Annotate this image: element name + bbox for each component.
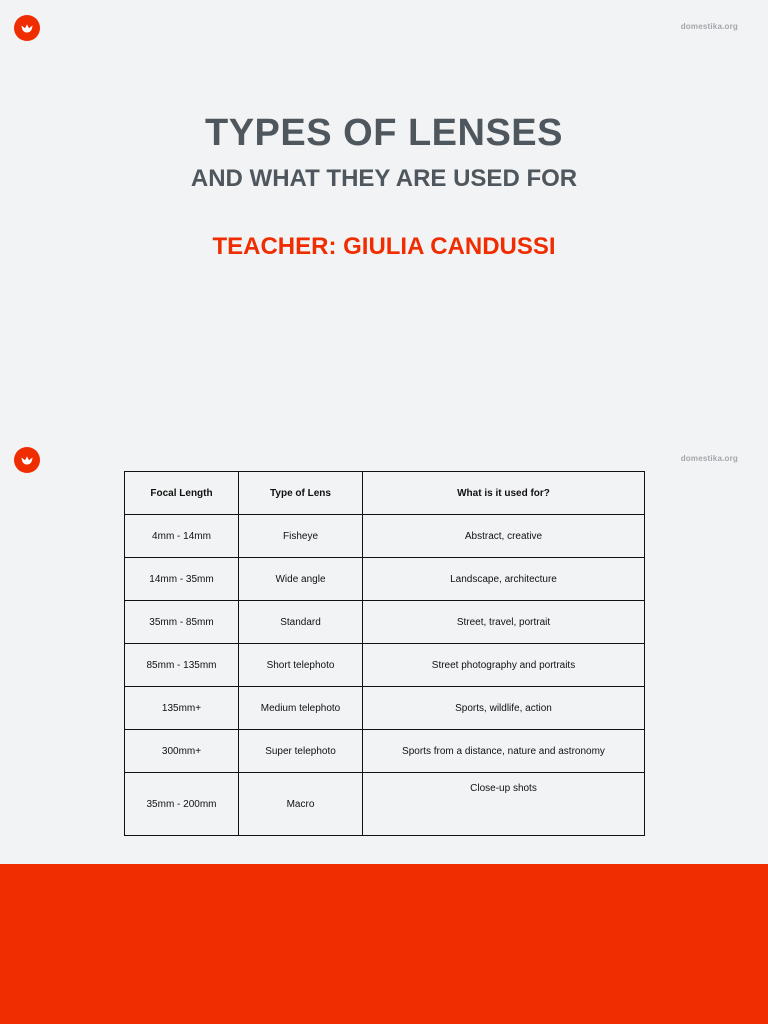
table-row	[125, 687, 645, 730]
lens-type-cell: Macro	[239, 773, 363, 836]
table-row	[125, 515, 645, 558]
domestika-logo-icon	[14, 15, 40, 41]
focal-length-cell: 135mm+	[125, 687, 239, 730]
usage-cell: Sports from a distance, nature and astronomy	[363, 730, 645, 773]
focal-length-cell: 35mm - 200mm	[125, 773, 239, 836]
usage-cell: Street photography and portraits	[363, 644, 645, 687]
lens-type-cell: Wide angle	[239, 558, 363, 601]
domestika-logo-icon	[14, 447, 40, 473]
focal-length-cell: 300mm+	[125, 730, 239, 773]
lens-type-cell: Medium telephoto	[239, 687, 363, 730]
table-row	[125, 730, 645, 773]
lens-table	[124, 471, 645, 836]
site-url[interactable]: domestika.org	[680, 22, 738, 31]
table-row	[125, 558, 645, 601]
usage-cell: Abstract, creative	[363, 515, 645, 558]
usage-cell: Street, travel, portrait	[363, 601, 645, 644]
focal-length-cell: 85mm - 135mm	[125, 644, 239, 687]
column-header-used-for: What is it used for?	[363, 472, 645, 515]
lens-type-cell: Short telephoto	[239, 644, 363, 687]
teacher-name: TEACHER: GIULIA CANDUSSI	[212, 233, 556, 260]
lens-type-cell: Standard	[239, 601, 363, 644]
site-url[interactable]: domestika.org	[680, 454, 738, 463]
page-title: TYPES OF LENSES	[204, 112, 564, 154]
table-row	[125, 773, 645, 836]
focal-length-cell: 4mm - 14mm	[125, 515, 239, 558]
footer-color-band	[0, 864, 768, 1024]
usage-cell: Landscape, architecture	[363, 558, 645, 601]
usage-cell: Sports, wildlife, action	[363, 687, 645, 730]
usage-cell: Close-up shots	[363, 773, 645, 836]
focal-length-cell: 35mm - 85mm	[125, 601, 239, 644]
page-subtitle: AND WHAT THEY ARE USED FOR	[190, 165, 578, 192]
lens-type-cell: Fisheye	[239, 515, 363, 558]
table-row	[125, 644, 645, 687]
column-header-type-of-lens: Type of Lens	[239, 472, 363, 515]
column-header-focal-length: Focal Length	[125, 472, 239, 515]
focal-length-cell: 14mm - 35mm	[125, 558, 239, 601]
table-row	[125, 601, 645, 644]
lens-type-cell: Super telephoto	[239, 730, 363, 773]
table-header-row	[125, 472, 645, 515]
